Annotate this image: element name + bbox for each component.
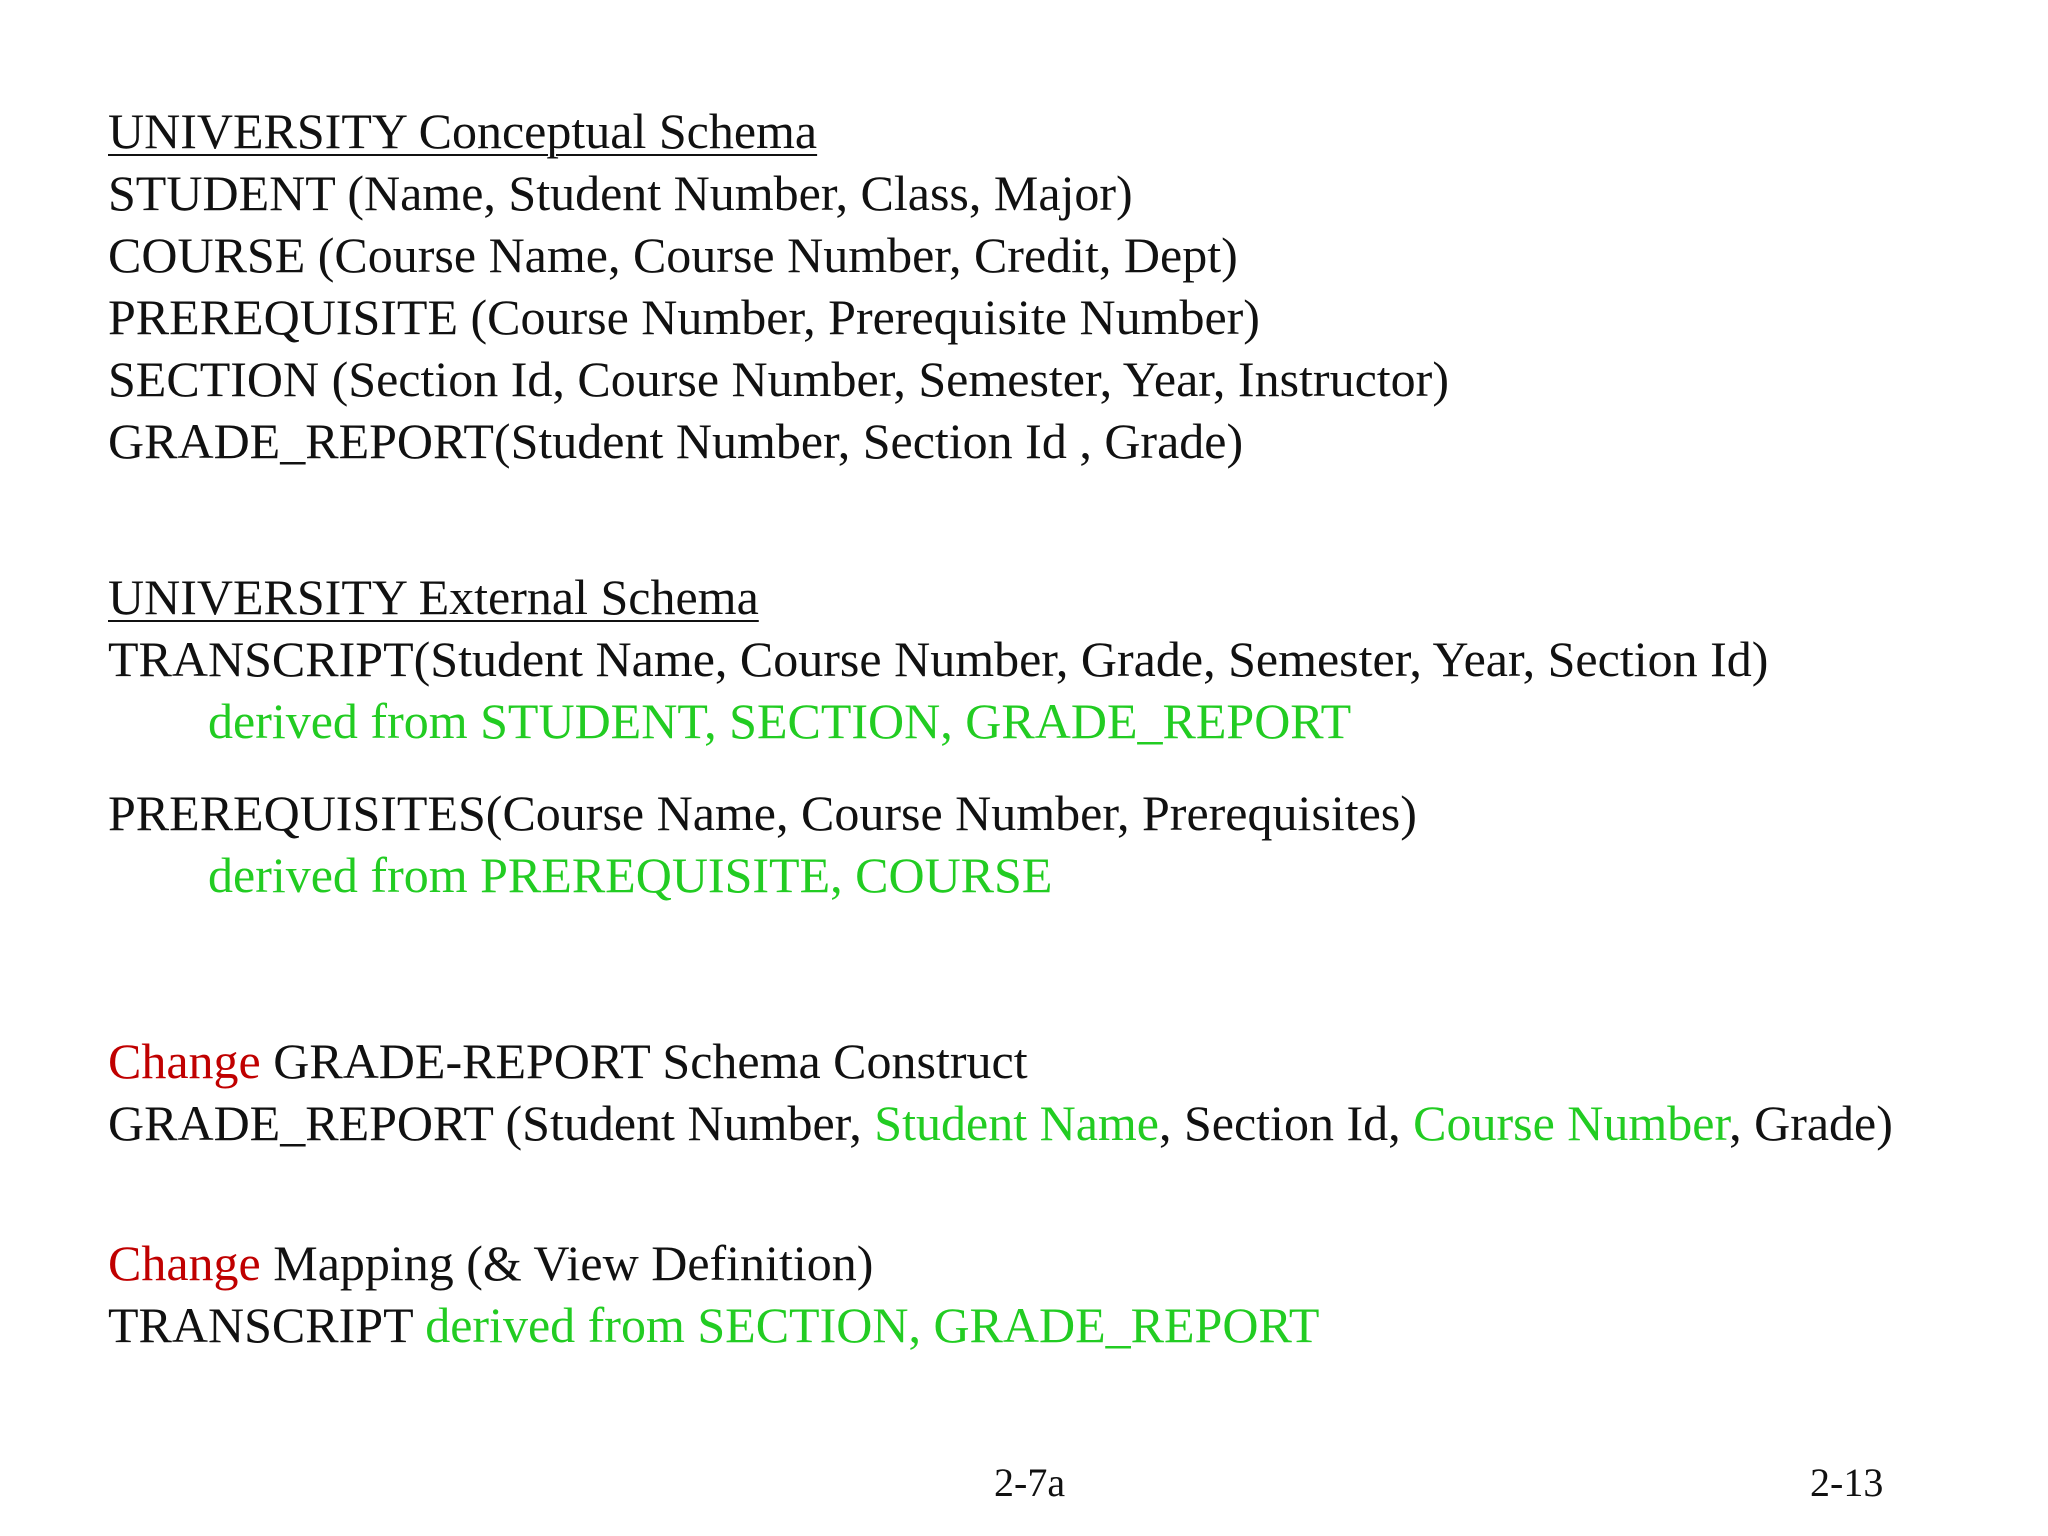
page-number: 2-13 bbox=[1810, 1460, 1884, 1505]
transcript-mapping-derived: derived from SECTION, GRADE_REPORT bbox=[425, 1297, 1320, 1353]
slide-label: 2-7a bbox=[994, 1460, 1066, 1505]
change-label: Change bbox=[108, 1033, 261, 1089]
change-label: Change bbox=[108, 1235, 261, 1291]
external-schema-heading: UNIVERSITY External Schema bbox=[108, 569, 759, 625]
prerequisite-relation: PREREQUISITE (Course Number, Prerequisite Number) bbox=[108, 289, 1260, 345]
grade-report-changed bbox=[108, 1092, 1893, 1154]
change-mapping-heading bbox=[108, 1232, 873, 1294]
conceptual-schema-heading: UNIVERSITY Conceptual Schema bbox=[108, 103, 818, 159]
transcript-mapping bbox=[108, 1294, 1319, 1356]
transcript-view: TRANSCRIPT(Student Name, Course Number, Grade, Semester, Year, Section Id) bbox=[108, 631, 1769, 687]
grade-report-part: , Grade) bbox=[1729, 1095, 1893, 1151]
student-relation: STUDENT (Name, Student Number, Class, Major) bbox=[108, 165, 1133, 221]
added-course-number: Course Number bbox=[1413, 1095, 1730, 1151]
change-construct-heading bbox=[108, 1030, 1028, 1092]
added-student-name: Student Name bbox=[874, 1095, 1159, 1151]
grade-report-part: , Section Id, bbox=[1158, 1095, 1414, 1151]
change-mapping-text: Mapping (& View Definition) bbox=[260, 1235, 874, 1291]
transcript-derived-note: derived from STUDENT, SECTION, GRADE_REPORT bbox=[208, 693, 1352, 749]
transcript-label: TRANSCRIPT bbox=[108, 1297, 426, 1353]
grade-report-part: GRADE_REPORT (Student Number, bbox=[108, 1095, 875, 1151]
prerequisites-derived-note: derived from PREREQUISITE, COURSE bbox=[208, 847, 1053, 903]
course-relation: COURSE (Course Name, Course Number, Credit, Dept) bbox=[108, 227, 1238, 283]
section-relation: SECTION (Section Id, Course Number, Semester, Year, Instructor) bbox=[108, 351, 1449, 407]
prerequisites-view: PREREQUISITES(Course Name, Course Number, Prerequisites) bbox=[108, 785, 1417, 841]
grade-report-relation: GRADE_REPORT(Student Number, Section Id , Grade) bbox=[108, 413, 1244, 469]
change-construct-text: GRADE-REPORT Schema Construct bbox=[260, 1033, 1028, 1089]
